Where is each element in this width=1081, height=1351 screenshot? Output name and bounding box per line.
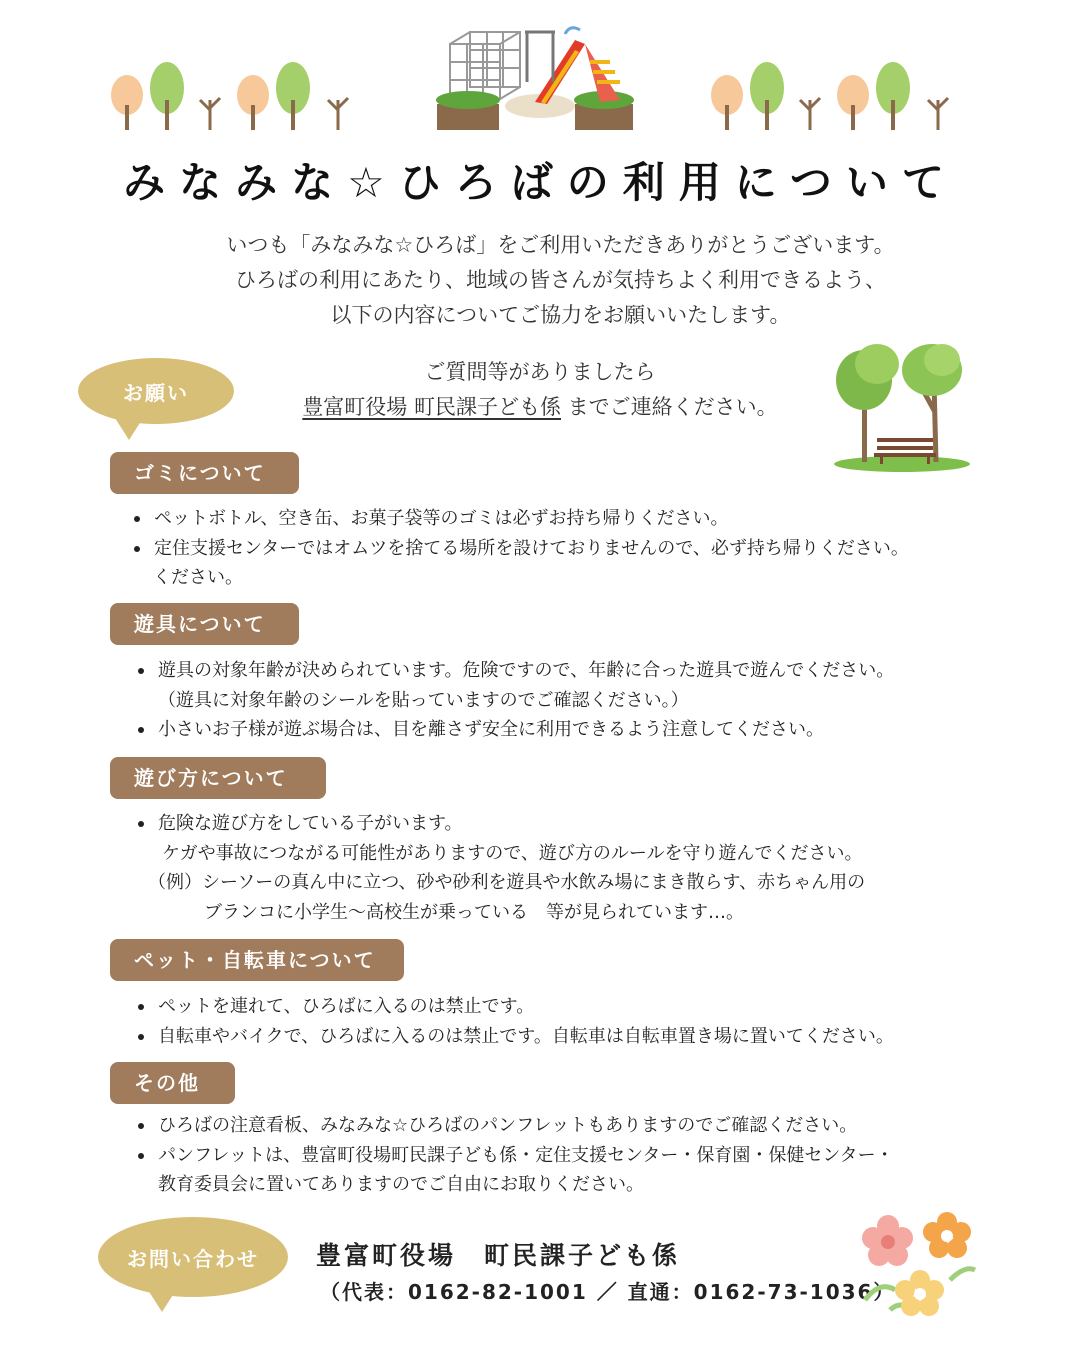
play-line: ケガや事故につながる可能性がありますので、遊び方のルールを守り遊んでください。	[162, 842, 863, 864]
play-list	[134, 809, 1034, 839]
other-continuation: 教育委員会に置いてありますのでご自由にお取りください。	[158, 1174, 644, 1195]
intro-line: ひろばの利用にあたり、地域の皆さんが気持ちよく利用できるよう、	[235, 268, 886, 292]
other-section	[134, 1111, 1034, 1200]
section-heading-play: 遊び方について	[110, 757, 326, 799]
tree-icon	[276, 62, 310, 130]
equipment-note: （遊具に対象年齢のシールを貼っていますのでご確認ください。）	[158, 689, 689, 711]
bare-tree-icon	[800, 98, 820, 130]
contact-note-line1: ご質問等がありましたら	[424, 360, 656, 384]
bare-tree-icon	[928, 98, 948, 130]
trees-left-illustration	[105, 60, 355, 135]
list-item: ひろばの注意看板、みなみな☆ひろばのパンフレットもありますのでご確認ください。	[158, 1111, 1034, 1141]
equipment-section	[134, 656, 1034, 745]
list-item: 遊具の対象年齢が決められています。危険ですので、年齢に合った遊具で遊んでください。	[158, 656, 1034, 686]
contact-note	[230, 355, 850, 425]
play-section	[134, 809, 1034, 927]
contact-note-line2	[230, 390, 850, 425]
tree-icon	[150, 62, 184, 130]
tree-icon	[237, 75, 269, 130]
tree-icon	[837, 75, 869, 130]
bar-icon	[525, 32, 555, 82]
tree-icon	[876, 62, 910, 130]
tree-icon	[750, 62, 784, 130]
inquiry-bubble-label: お問い合わせ	[127, 1246, 259, 1271]
section-heading-equipment: 遊具について	[110, 603, 299, 645]
pets-list	[134, 992, 1034, 1051]
pets-section	[134, 992, 1034, 1051]
bare-tree-icon	[328, 98, 348, 130]
list-item: パンフレットは、豊富町役場町民課子ども係・定住支援センター・保育園・保健センター・	[158, 1141, 1034, 1171]
trees-right-illustration	[705, 60, 955, 135]
page-title: みなみな☆ひろばの利用について	[123, 158, 958, 207]
tree-icon	[111, 75, 143, 130]
request-bubble-label: お願い	[123, 380, 189, 405]
tree-icon	[711, 75, 743, 130]
list-item: 自転車やバイクで、ひろばに入るのは禁止です。自転車は自転車置き場に置いてください。	[158, 1022, 1034, 1052]
flower-icon	[895, 1270, 944, 1316]
flower-icon	[862, 1215, 913, 1266]
request-bubble	[78, 358, 234, 424]
intro-line: いつも「みなみな☆ひろば」をご利用いただきありがとうございます。	[226, 233, 895, 257]
bare-tree-icon	[200, 98, 220, 130]
slide-icon	[535, 28, 620, 104]
example-line: シーソーの真ん中に立つ、砂や砂利を遊具や水飲み場にまき散らす、赤ちゃん用の	[202, 872, 866, 893]
other-list	[134, 1111, 1034, 1170]
garbage-list	[130, 504, 1030, 563]
jungle-gym-icon	[450, 32, 520, 99]
list-item: 小さいお子様が遊ぶ場合は、目を離さず安全に利用できるよう注意してください。	[158, 715, 1034, 745]
park-bench-illustration	[832, 342, 972, 474]
intro-line: 以下の内容についてご協力をお願いいたします。	[330, 303, 791, 327]
section-heading-other: その他	[110, 1062, 235, 1104]
garbage-continuation: ください。	[153, 567, 243, 588]
example-label: （例）	[148, 872, 202, 893]
list-item: ペットを連れて、ひろばに入るのは禁止です。	[158, 992, 1034, 1022]
footer-office: 豊富町役場 町民課子ども係	[316, 1241, 681, 1270]
section-heading-pets: ペット・自転車について	[110, 939, 404, 981]
contact-note-suffix: までご連絡ください。	[561, 395, 778, 419]
playground-illustration	[435, 22, 635, 134]
list-item: 定住支援センターではオムツを捨てる場所を設けておりませんので、必ず持ち帰りください。	[154, 534, 1030, 564]
play-example-cont: ブランコに小学生～高校生が乗っている 等が見られています…。	[204, 901, 744, 923]
inquiry-bubble	[98, 1217, 288, 1297]
equipment-list	[134, 656, 1034, 686]
section-heading-garbage: ゴミについて	[110, 452, 299, 494]
footer-phone: （代表：0162-82-1001 ／ 直通：0162-73-1036）	[320, 1280, 896, 1304]
list-item: ペットボトル、空き缶、お菓子袋等のゴミは必ずお持ち帰りください。	[154, 504, 1030, 534]
play-example	[134, 868, 1034, 898]
office-link[interactable]: 豊富町役場 町民課子ども係	[302, 395, 561, 419]
garbage-section	[130, 504, 1030, 593]
list-item: 危険な遊び方をしている子がいます。	[158, 809, 1034, 839]
intro-text	[0, 228, 1081, 333]
flower-icon	[923, 1212, 971, 1258]
flowers-illustration	[855, 1210, 980, 1325]
request-bubble-tail	[115, 418, 143, 440]
inquiry-bubble-tail	[148, 1290, 176, 1312]
equipment-list-2	[134, 715, 1034, 745]
